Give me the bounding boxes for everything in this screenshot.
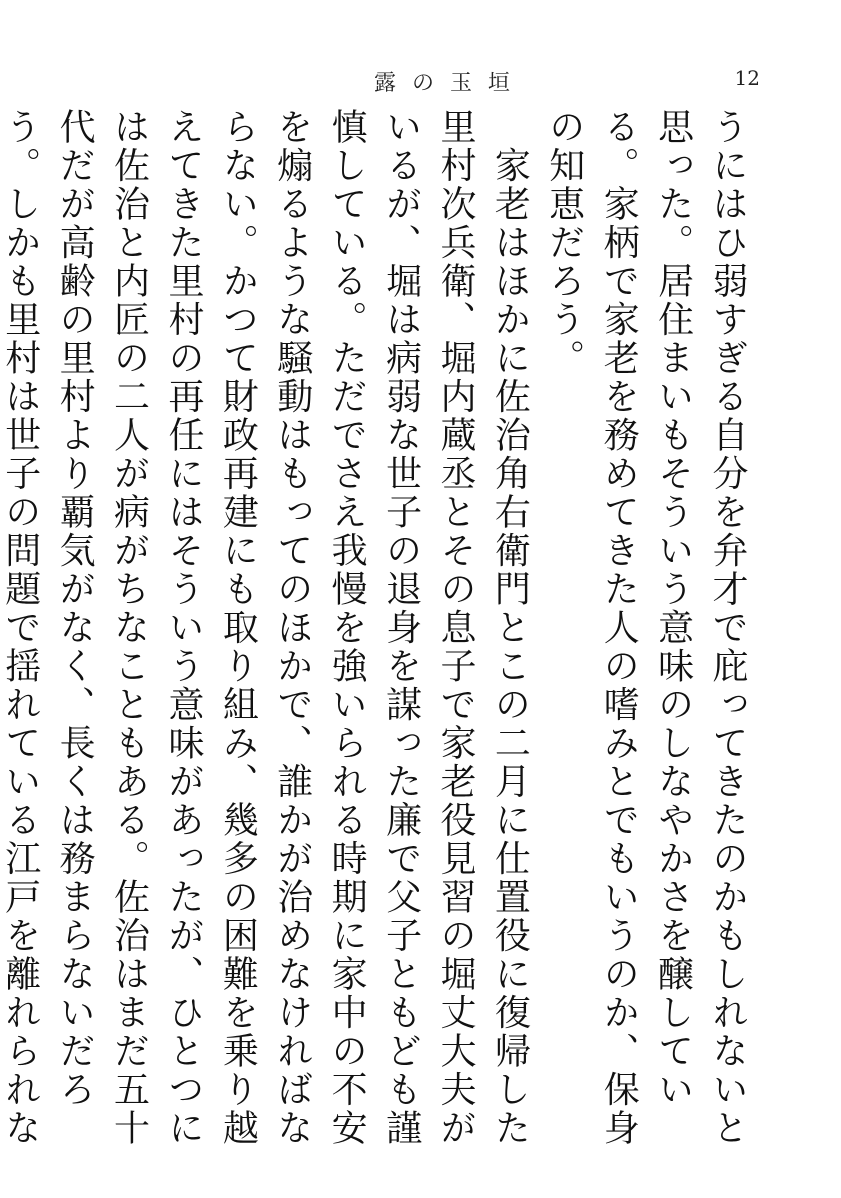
paragraph-1: うにはひ弱すぎる自分を弁才で庇ってきたのかもしれないと思った。居住まいもそういう意味のしなやかさを醸している。家柄で家老を務めてきた人の嗜みとでもいうのか、保身の知恵だろう。 <box>543 108 748 1148</box>
running-title: 露の玉垣 <box>373 71 526 96</box>
page-number: 12 <box>734 66 760 90</box>
paragraph-2: 家老はほかに佐治角右衛門とこの二月に仕置役に復帰した里村次兵衛、堀内蔵丞とその息子で家老役見習の堀丈大夫がいるが、堀は病弱な世子の退身を謀った廉で父子ともども謹慎している。ただでさえ我慢を強いられる時期に家中の不安を煽るような騒動はもってのほかで、誰かが治めなければならない。かつて財政再建にも取り組み、幾多の困難を乗り越えてきた里村の再任にはそういう意味があったが、ひとつには佐治と内匠の二人が病がちなこともある。佐治はまだ五十代だが高齢の里村より覇気がなく、長くは務まらないだろう。しかも里村は世子の問題で揺れている江戸を離れられな <box>0 108 531 1148</box>
vertical-text-body <box>0 108 754 1158</box>
